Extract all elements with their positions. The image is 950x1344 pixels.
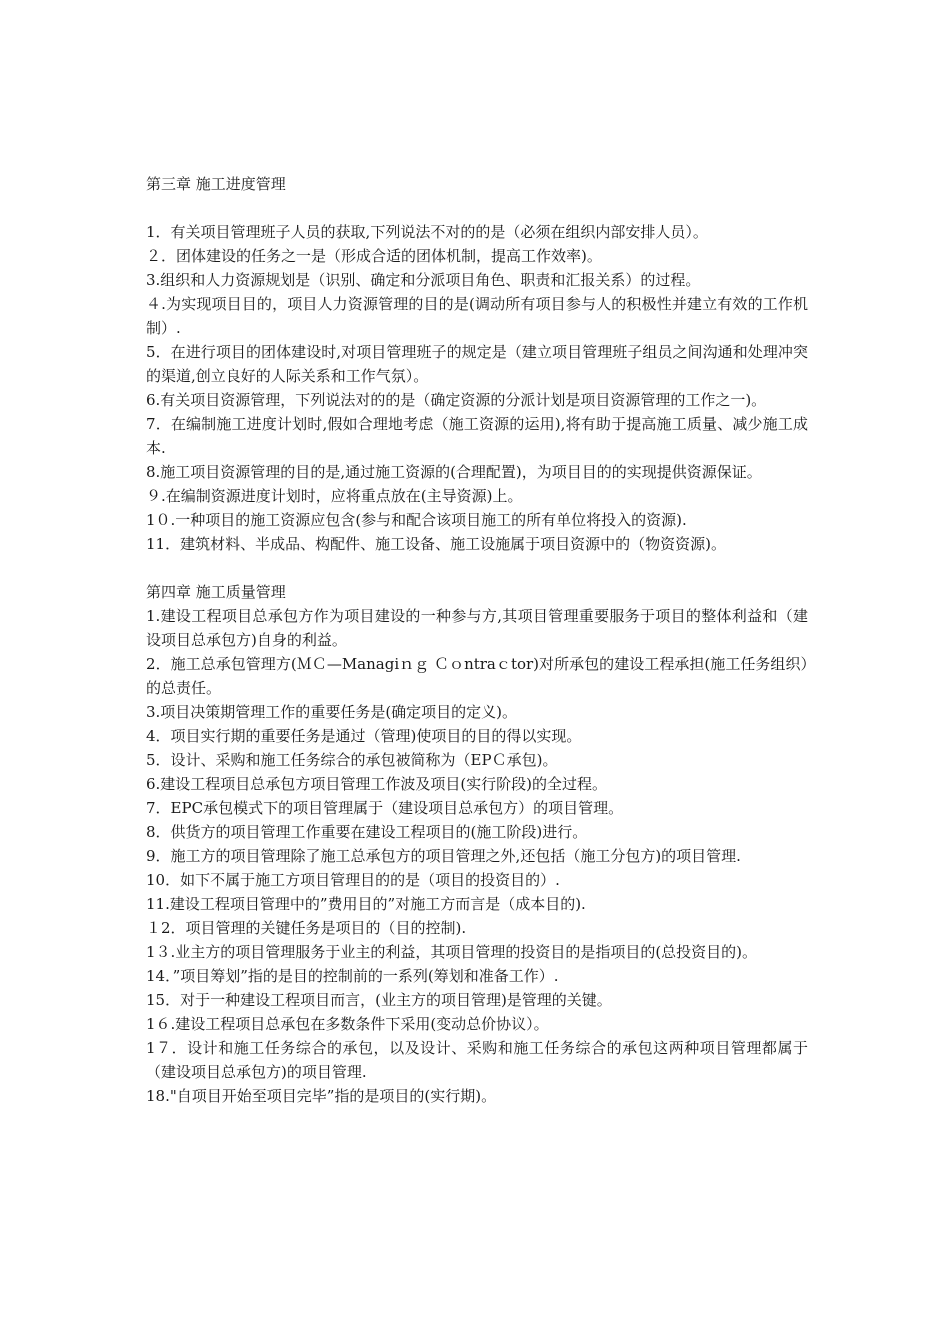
chapter-4-item: 14．”项目筹划”指的是目的控制前的一系列(筹划和准备工作）.	[146, 967, 559, 985]
chapter-3-item: 1０.一种项目的施工资源应包含(参与和配合该项目施工的所有单位将投入的资源).	[146, 511, 687, 529]
chapter-4-item: 7．EPC承包模式下的项目管理属于（建设项目总承包方）的项目管理。	[146, 799, 624, 817]
chapter-3-items	[146, 220, 808, 556]
chapter-4-item: 5．设计、采购和施工任务综合的承包被简称为（EPＣ承包)。	[146, 751, 558, 769]
chapter-3-item: ４.为实现项目目的，项目人力资源管理的目的是(调动所有项目参与人的积极性并建立有效的工作机制）.	[146, 295, 808, 337]
chapter-4-item: 8．供货方的项目管理工作重要在建设工程项目的(施工阶段)进行。	[146, 823, 588, 841]
chapter-3-title: 第三章 施工进度管理	[146, 175, 286, 193]
chapter-3-item: 11．建筑材料、半成品、构配件、施工设备、施工设施属于项目资源中的（物资资源)。	[146, 535, 726, 553]
chapter-4-item: 15．对于一种建设工程项目而言，(业主方的项目管理)是管理的关键。	[146, 991, 612, 1009]
chapter-4-item: 6.建设工程项目总承包方项目管理工作波及项目(实行阶段)的全过程。	[146, 775, 608, 793]
chapter-3-item: 6.有关项目资源管理，下列说法对的的是（确定资源的分派计划是项目资源管理的工作之一)。	[146, 391, 767, 409]
chapter-3-item: 7．在编制施工进度计划时,假如合理地考虑（施工资源的运用),将有助于提高施工质量、减少施工成本.	[146, 415, 808, 457]
chapter-4-item: 3.项目决策期管理工作的重要任务是(确定项目的定义)。	[146, 703, 518, 721]
chapter-4-item: 1.建设工程项目总承包方作为项目建设的一种参与方,其项目管理重要服务于项目的整体利益和（建设项目总承包方)自身的利益。	[146, 607, 808, 649]
chapter-3-item: 1．有关项目管理班子人员的获取,下列说法不对的的是（必须在组织内部安排人员）。	[146, 223, 708, 241]
chapter-4-item: 18."自项目开始至项目完毕”指的是项目的(实行期)。	[146, 1087, 497, 1105]
chapter-3-item: ２．团体建设的任务之一是（形成合适的团体机制，提高工作效率)。	[146, 247, 602, 265]
chapter-4-item: 10．如下不属于施工方项目管理目的的是（项目的投资目的）.	[146, 871, 560, 889]
chapter-4-item: 11.建设工程项目管理中的”费用目的”对施工方而言是（成本目的).	[146, 895, 586, 913]
document-page	[146, 172, 808, 1108]
chapter-4-title: 第四章 施工质量管理	[146, 583, 286, 601]
chapter-4-item: １2．项目管理的关键任务是项目的（目的控制).	[146, 919, 467, 937]
chapter-3-item: 5．在进行项目的团体建设时,对项目管理班子的规定是（建立项目管理班子组员之间沟通和处理冲突的渠道,创立良好的人际关系和工作气氛）。	[146, 343, 808, 385]
chapter-4-item: 9．施工方的项目管理除了施工总承包方的项目管理之外,还包括（施工分包方)的项目管理.	[146, 847, 741, 865]
chapter-4-item: 1７．设计和施工任务综合的承包，以及设计、采购和施工任务综合的承包这两种项目管理都属于（建设项目总承包方)的项目管理.	[146, 1039, 808, 1081]
chapter-3-item: 3.组织和人力资源规划是（识别、确定和分派项目角色、职责和汇报关系）的过程。	[146, 271, 701, 289]
chapter-4-item: 1３.业主方的项目管理服务于业主的利益，其项目管理的投资目的是指项目的(总投资目的)。	[146, 943, 758, 961]
chapter-4-items	[146, 604, 808, 1108]
chapter-3-item: 8.施工项目资源管理的目的是,通过施工资源的(合理配置)，为项目目的的实现提供资源保证。	[146, 463, 762, 481]
section-spacer	[146, 556, 808, 580]
chapter-4-item: 4．项目实行期的重要任务是通过（管理)使项目的目的得以实现。	[146, 727, 582, 745]
chapter-3-item: ９.在编制资源进度计划时，应将重点放在(主导资源)上。	[146, 487, 523, 505]
chapter-4-item: 1６.建设工程项目总承包在多数条件下采用(变动总价协议）。	[146, 1015, 549, 1033]
chapter-4-item: 2．施工总承包管理方(ＭＣ—Managiｎｇ Ｃｏntraｃtor)对所承包的建设工程承担(施工任务组织）的总责任。	[146, 655, 808, 697]
